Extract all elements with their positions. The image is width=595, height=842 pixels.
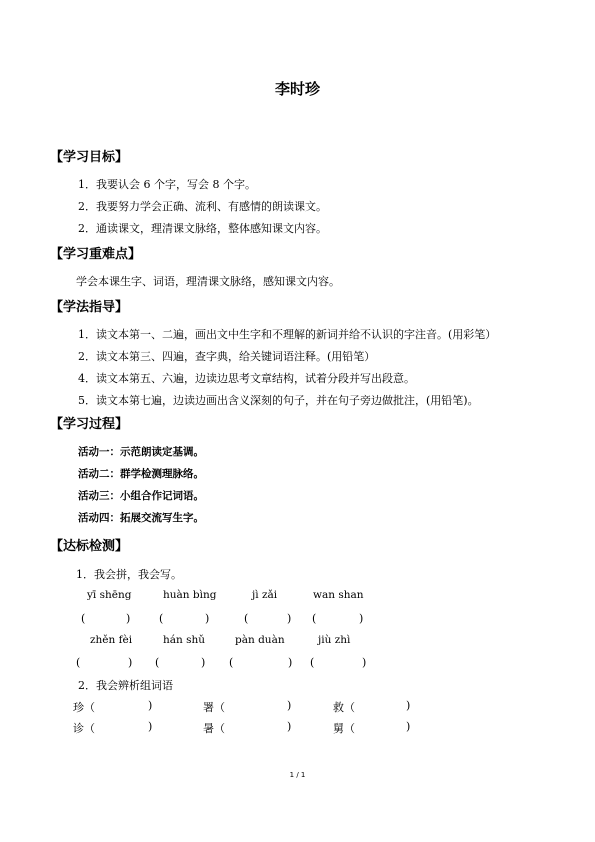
page-title: 李时珍 (274, 80, 320, 98)
answer-blank-open[interactable]: ( (159, 612, 164, 625)
answer-blank-open[interactable]: ( (155, 656, 160, 669)
answer-blank-close[interactable]: ) (287, 612, 292, 625)
answer-blank-close[interactable]: ) (126, 612, 131, 625)
activity-item: 活动二：群学检测理脉络。 (78, 468, 204, 480)
answer-blank-close[interactable]: ) (201, 656, 206, 669)
goal-item: 2．通读课文，理清课文脉络，整体感知课文内容。 (78, 222, 327, 235)
pinyin-label: zhěn fèi (90, 634, 133, 646)
char-prompt: 诊（ (73, 722, 95, 735)
section-heading-process: 【学习过程】 (50, 417, 129, 432)
method-item: 2．读文本第三、四遍，查字典，给关键词语注释。(用铅笔） (78, 350, 376, 363)
answer-blank-open[interactable]: ( (312, 612, 317, 625)
answer-blank-close[interactable]: ) (288, 656, 293, 669)
char-prompt: 珍（ (73, 701, 95, 714)
answer-blank-close[interactable]: ) (287, 720, 292, 733)
test-question-2: 2．我会辨析组词语 (78, 679, 173, 692)
answer-blank-open[interactable]: ( (81, 612, 86, 625)
answer-blank-close[interactable]: ) (128, 656, 133, 669)
activity-item: 活动四：拓展交流写生字。 (78, 512, 204, 524)
goal-item: 2．我要努力学会正确、流利、有感情的朗读课文。 (78, 200, 327, 213)
answer-blank-close[interactable]: ) (359, 612, 364, 625)
pinyin-label: huàn bìng (163, 589, 217, 601)
char-prompt: 署（ (203, 701, 225, 714)
method-item: 1．读文本第一、二遍，画出文中生字和不理解的新词并给不认识的字注音。(用彩笔） (78, 328, 497, 341)
answer-blank-close[interactable]: ) (148, 699, 153, 712)
pinyin-label: pàn duàn (235, 634, 285, 646)
char-prompt: 暑（ (203, 722, 225, 735)
method-item: 4．读文本第五、六遍，边读边思考文章结构，试着分段并写出段意。 (78, 372, 415, 385)
section-heading-methods: 【学法指导】 (50, 300, 129, 315)
activity-item: 活动一：示范朗读定基调。 (78, 446, 204, 458)
char-prompt: 舅（ (333, 722, 355, 735)
pinyin-label: yī shēng (87, 589, 132, 601)
answer-blank-open[interactable]: ( (229, 656, 234, 669)
pinyin-label: wan shan (313, 589, 364, 601)
answer-blank-open[interactable]: ( (310, 656, 315, 669)
answer-blank-close[interactable]: ) (205, 612, 210, 625)
answer-blank-open[interactable]: ( (76, 656, 81, 669)
pinyin-label: hán shǔ (163, 634, 206, 646)
method-item: 5．读文本第七遍，边读边画出含义深刻的句子，并在句子旁边做批注，(用铅笔)。 (78, 394, 479, 407)
answer-blank-close[interactable]: ) (287, 699, 292, 712)
goal-item: 1．我要认会 6 个字，写会 8 个字。 (78, 178, 256, 191)
answer-blank-close[interactable]: ) (406, 699, 411, 712)
answer-blank-close[interactable]: ) (362, 656, 367, 669)
char-prompt: 救（ (333, 701, 355, 714)
test-question-1: 1．我会拼，我会写。 (76, 568, 182, 581)
section-heading-key-points: 【学习重难点】 (50, 247, 142, 262)
section-heading-test: 【达标检测】 (50, 539, 129, 554)
key-points-text: 学会本课生字、词语，理清课文脉络，感知课文内容。 (76, 275, 340, 288)
pinyin-label: jì zǎi (252, 589, 278, 601)
answer-blank-close[interactable]: ) (148, 720, 153, 733)
answer-blank-open[interactable]: ( (244, 612, 249, 625)
section-heading-goals: 【学习目标】 (50, 150, 129, 165)
page-number: 1 / 1 (289, 771, 306, 779)
pinyin-label: jiù zhì (318, 634, 351, 646)
answer-blank-close[interactable]: ) (406, 720, 411, 733)
activity-item: 活动三：小组合作记词语。 (78, 490, 204, 502)
